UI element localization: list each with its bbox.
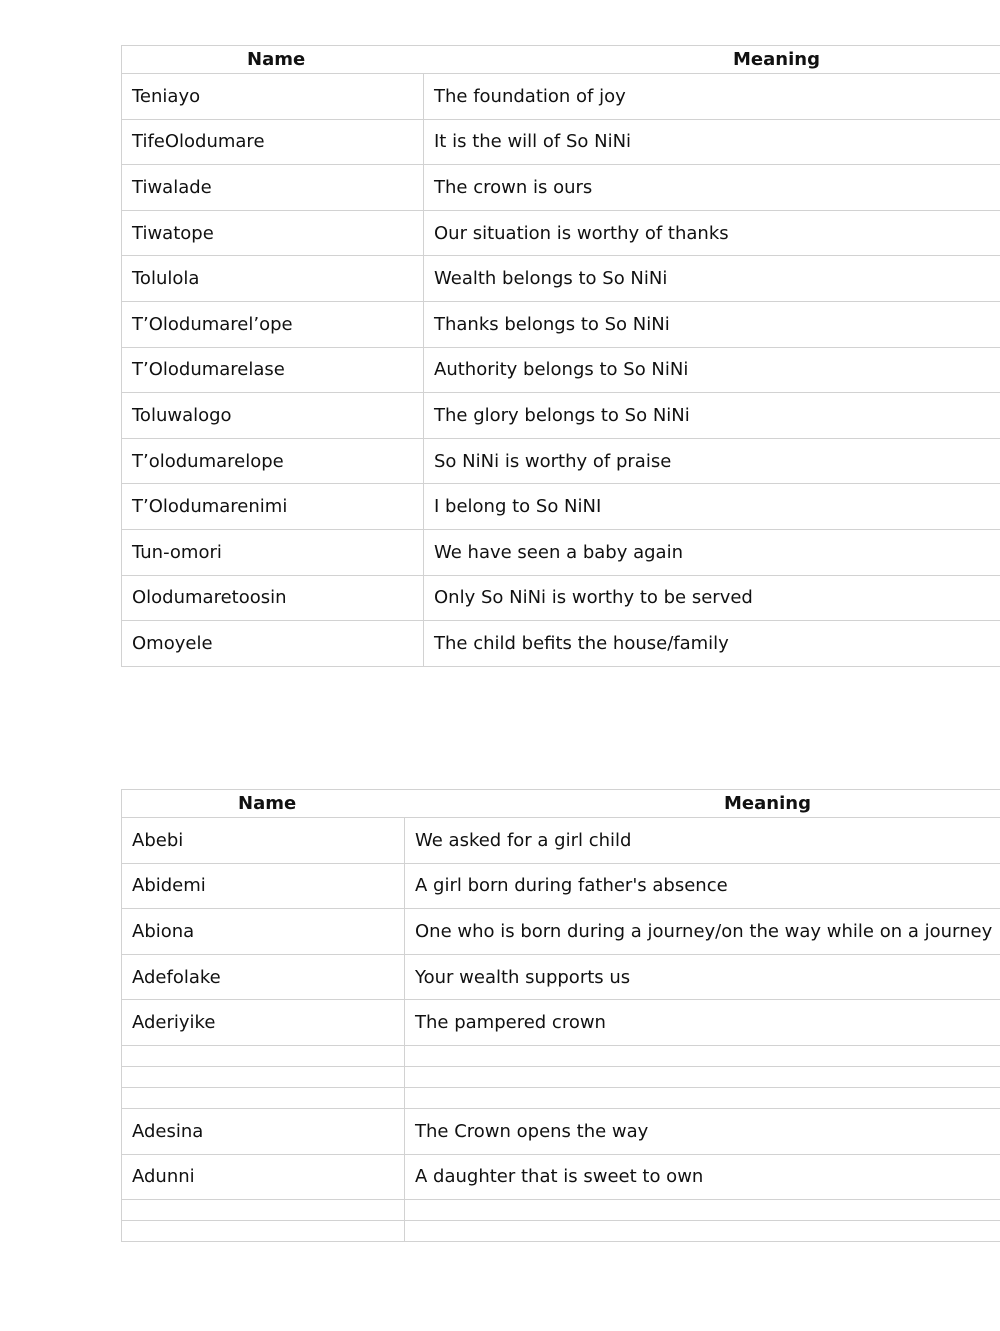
name-cell [122,1221,405,1242]
table-row [122,1200,1000,1221]
name-column-header: Name [238,793,297,814]
meaning-cell [405,1045,1000,1066]
meaning-column-header: Meaning [733,49,820,70]
meaning-cell: Wealth belongs to So NiNi [424,256,1000,302]
table-row [122,119,1000,165]
meaning-cell: It is the will of So NiNi [424,119,1000,165]
name-column-header: Name [247,49,306,70]
name-cell: Olodumaretoosin [122,575,424,621]
name-cell [122,1066,405,1087]
meaning-cell: Thanks belongs to So NiNi [424,301,1000,347]
meaning-cell: Our situation is worthy of thanks [424,210,1000,256]
meaning-cell: We have seen a baby again [424,529,1000,575]
meaning-cell: The foundation of joy [424,74,1000,120]
table-row [122,1154,1000,1200]
name-cell: Adesina [122,1108,405,1154]
meaning-cell: Your wealth supports us [405,954,1000,1000]
name-cell: T’Olodumarelase [122,347,424,393]
table-row [122,909,1000,955]
name-cell: Tiwalade [122,165,424,211]
name-cell [122,1200,405,1221]
meaning-cell: The glory belongs to So NiNi [424,393,1000,439]
name-cell: Omoyele [122,621,424,667]
meaning-cell: The Crown opens the way [405,1108,1000,1154]
table-row [122,347,1000,393]
table-row [122,1000,1000,1046]
meaning-cell: A girl born during father's absence [405,863,1000,909]
table-row [122,1087,1000,1108]
names-table-2 [121,789,1000,1242]
meaning-cell [405,1200,1000,1221]
name-cell: Adefolake [122,954,405,1000]
table-row [122,438,1000,484]
meaning-cell: Authority belongs to So NiNi [424,347,1000,393]
table-row [122,1066,1000,1087]
table-row [122,1108,1000,1154]
name-cell: Abiona [122,909,405,955]
meaning-cell: Only So NiNi is worthy to be served [424,575,1000,621]
meaning-cell: The child befits the house/family [424,621,1000,667]
table-row [122,165,1000,211]
table-row [122,818,1000,864]
name-cell: T’Olodumarenimi [122,484,424,530]
table-row [122,529,1000,575]
name-cell: Tiwatope [122,210,424,256]
table-row [122,301,1000,347]
table-header [122,46,1000,74]
name-cell: Abebi [122,818,405,864]
names-table-1 [121,45,1000,667]
table-row [122,74,1000,120]
name-cell: Adunni [122,1154,405,1200]
name-cell: T’Olodumarel’ope [122,301,424,347]
name-cell: Toluwalogo [122,393,424,439]
meaning-cell [405,1066,1000,1087]
meaning-cell: One who is born during a journey/on the way while on a journey [405,909,1000,955]
meaning-cell: So NiNi is worthy of praise [424,438,1000,484]
meaning-cell: I belong to So NiNI [424,484,1000,530]
table-header-row [122,46,1000,74]
table-row [122,575,1000,621]
table-row [122,393,1000,439]
meaning-cell: The pampered crown [405,1000,1000,1046]
meaning-cell: A daughter that is sweet to own [405,1154,1000,1200]
table-row [122,863,1000,909]
name-cell: T’olodumarelope [122,438,424,484]
name-cell [122,1045,405,1066]
meaning-cell: We asked for a girl child [405,818,1000,864]
table-row [122,1221,1000,1242]
name-cell: Tolulola [122,256,424,302]
table-row [122,210,1000,256]
table-row [122,621,1000,667]
table-row [122,1045,1000,1066]
table-header-row [122,790,1000,818]
table-header [122,790,1000,818]
meaning-column-header: Meaning [724,793,811,814]
name-cell: TifeOlodumare [122,119,424,165]
meaning-cell [405,1221,1000,1242]
table-row [122,484,1000,530]
name-cell: Tun-omori [122,529,424,575]
name-cell: Teniayo [122,74,424,120]
meaning-cell [405,1087,1000,1108]
table-row [122,256,1000,302]
meaning-cell: The crown is ours [424,165,1000,211]
table-row [122,954,1000,1000]
name-cell: Abidemi [122,863,405,909]
name-cell [122,1087,405,1108]
name-cell: Aderiyike [122,1000,405,1046]
